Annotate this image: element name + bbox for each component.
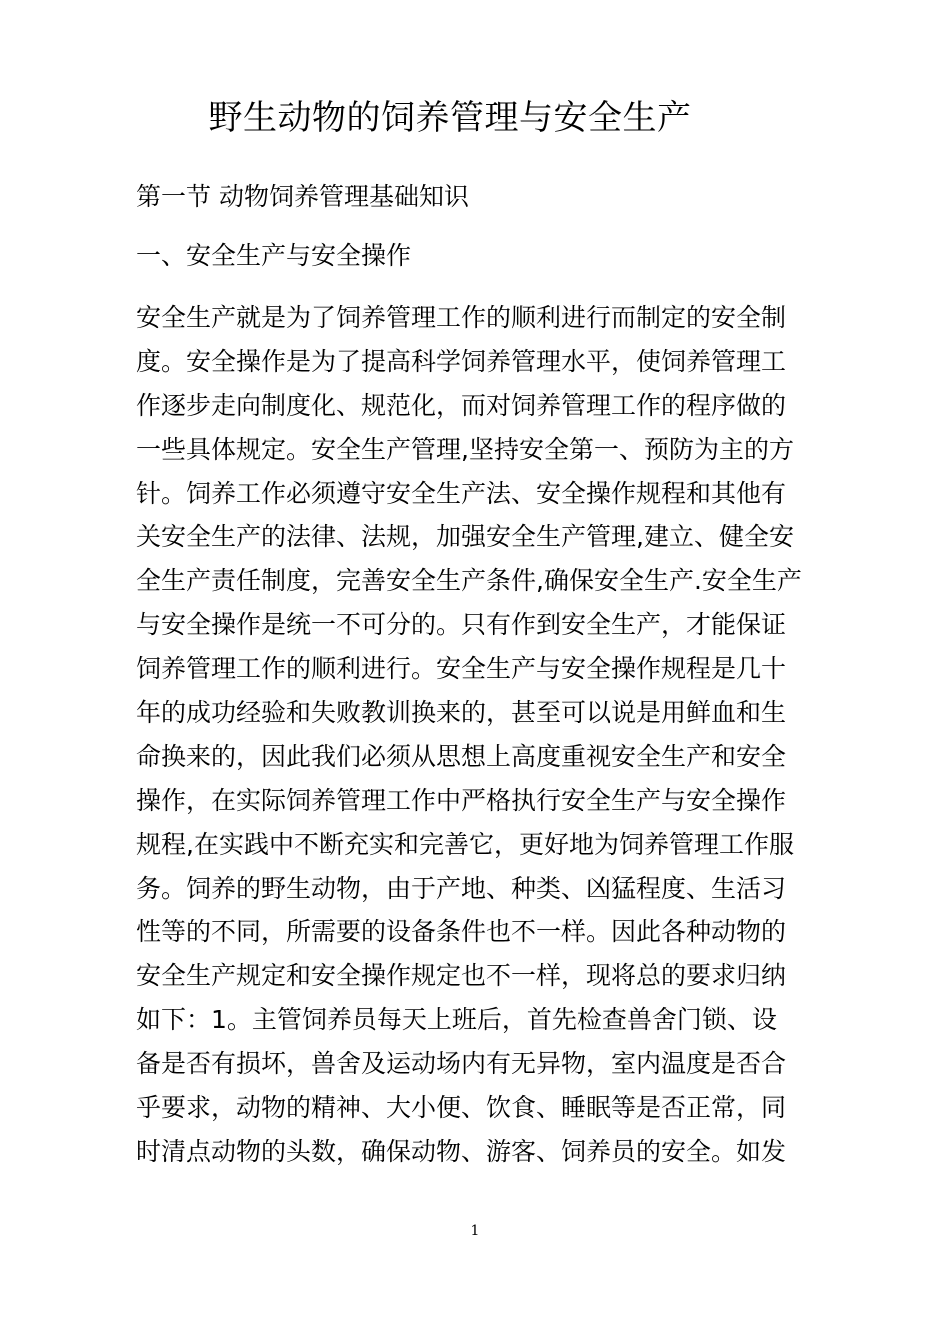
body-line: 年的成功经验和失败教训换来的，甚至可以说是用鲜血和生 — [136, 698, 787, 728]
body-line: 规程,在实践中不断充实和完善它，更好地为饲养管理工作服 — [136, 829, 794, 859]
body-line: 饲养管理工作的顺利进行。安全生产与安全操作规程是几十 — [136, 654, 787, 684]
body-line: 乎要求，动物的精神、大小便、饮食、睡眠等是否正常，同 — [136, 1093, 787, 1123]
body-line: 全生产责任制度，完善安全生产条件,确保安全生产.安全生产 — [136, 566, 802, 596]
body-line: 一些具体规定。安全生产管理,坚持安全第一、预防为主的方 — [136, 434, 794, 464]
body-line: 安全生产规定和安全操作规定也不一样，现将总的要求归纳 — [136, 961, 787, 991]
document-title: 野生动物的饲养管理与安全生产 — [208, 98, 692, 138]
body-line: 针。饲养工作必须遵守安全生产法、安全操作规程和其他有 — [136, 478, 787, 508]
page-number: 1 — [470, 1223, 480, 1239]
body-line: 与安全操作是统一不可分的。只有作到安全生产，才能保证 — [136, 610, 787, 640]
body-line: 作逐步走向制度化、规范化，而对饲养管理工作的程序做的 — [136, 390, 787, 420]
body-line: 关安全生产的法律、法规，加强安全生产管理,建立、健全安 — [136, 522, 794, 552]
section-heading: 第一节 动物饲养管理基础知识 — [136, 182, 469, 211]
body-line: 时清点动物的头数，确保动物、游客、饲养员的安全。如发 — [136, 1136, 787, 1166]
body-line: 备是否有损坏，兽舍及运动场内有无异物，室内温度是否合 — [136, 1049, 787, 1079]
body-line: 安全生产就是为了饲养管理工作的顺利进行而制定的安全制 — [136, 303, 787, 332]
body-line: 性等的不同，所需要的设备条件也不一样。因此各种动物的 — [136, 917, 787, 947]
body-line: 度。安全操作是为了提高科学饲养管理水平，使饲养管理工 — [136, 346, 787, 376]
body-line: 操作，在实际饲养管理工作中严格执行安全生产与安全操作 — [136, 785, 787, 815]
body-line: 务。饲养的野生动物，由于产地、种类、凶猛程度、生活习 — [136, 873, 787, 903]
body-line: 如下：1。主管饲养员每天上班后，首先检查兽舍门锁、设 — [136, 1005, 777, 1035]
body-paragraph — [136, 296, 816, 1174]
body-line: 命换来的，因此我们必须从思想上高度重视安全生产和安全 — [136, 741, 787, 771]
sub-heading: 一、安全生产与安全操作 — [136, 241, 412, 270]
